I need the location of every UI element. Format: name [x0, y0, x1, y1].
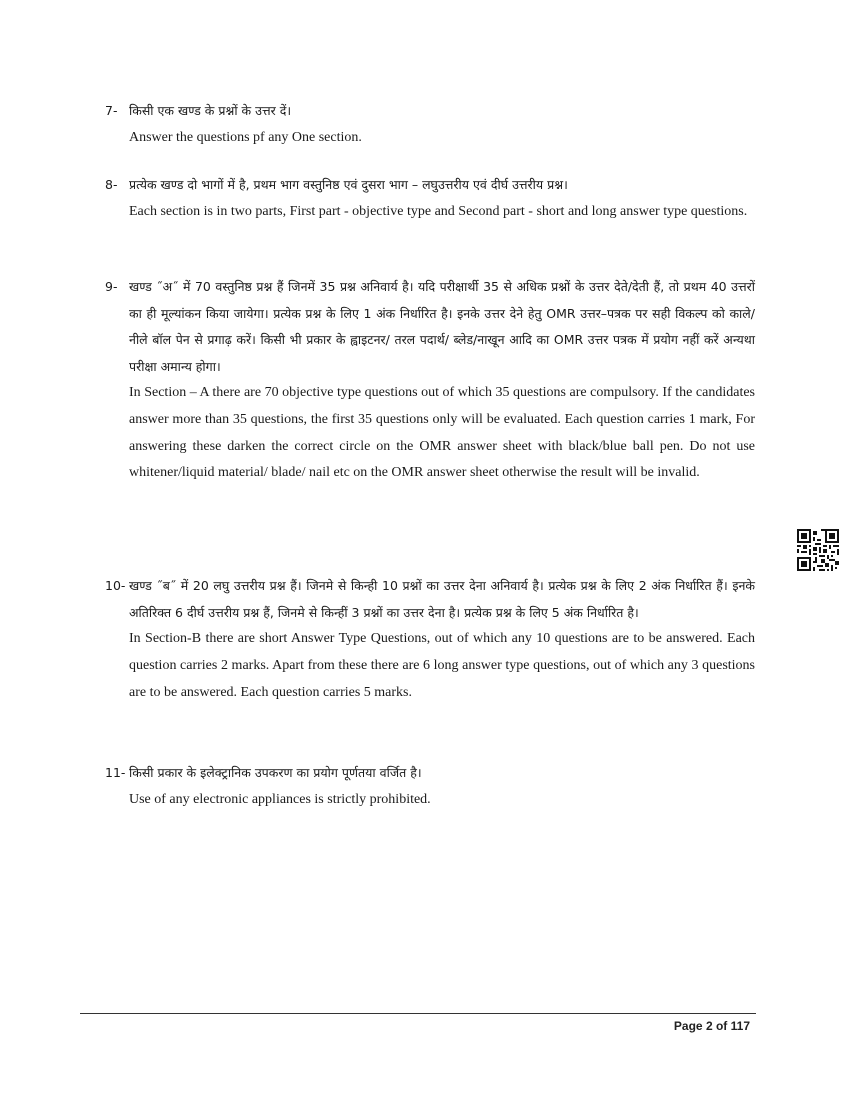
current-page: 2 [705, 1019, 713, 1033]
page-label: Page [673, 1019, 703, 1033]
instruction-7 [105, 98, 755, 151]
instruction-hindi-text: खण्ड ˝ब˝ में 20 लघु उत्तरीय प्रश्न हैं। जिनमे से किन्ही 10 प्रश्नों का उत्तर देना अनिवार्य है। प्रत्येक प्रश्न के लिए 2 अंक निर्धारित हैं। इनके अतिरिक्त 6 दीर्घ उत्तरीय प्रश्न हैं, जिनमे से किन्हीं 3 प्रश्नों का उत्तर देना है। प्रत्येक प्रश्न के लिए 5 अंक निर्धारित है। [129, 578, 755, 620]
instruction-number: 10- [105, 578, 126, 593]
instruction-11 [105, 760, 755, 813]
total-pages: 117 [730, 1019, 750, 1033]
qr-code-icon [797, 529, 839, 571]
instruction-number: 7- [105, 103, 118, 118]
instruction-hindi-text: प्रत्येक खण्ड दो भागों में है, प्रथम भाग वस्तुनिष्ठ एवं दुसरा भाग – लघुउत्तरीय एवं दीर्घ उत्तरीय प्रश्न। [129, 177, 568, 192]
instruction-hindi-text: किसी एक खण्ड के प्रश्नों के उत्तर दें। [129, 103, 292, 118]
instruction-english-text: In Section-B there are short Answer Type Questions, out of which any 10 questions are to be answered. Each question carries 2 marks. Apart from these there are 6 long answer type questions, out of which any 3 questions are to be answered. Each question carries 5 marks. [129, 631, 755, 700]
instruction-english-text: Each section is in two parts, First part - objective type and Second part - short and long answer type questions. [129, 203, 748, 219]
instruction-hindi-text: किसी प्रकार के इलेक्ट्रानिक उपकरण का प्रयोग पूर्णतया वर्जित है। [129, 765, 422, 780]
instruction-english-text: Answer the questions pf any One section. [129, 129, 362, 145]
instruction-number: 11- [105, 765, 126, 780]
page-separator: of [715, 1019, 728, 1033]
instruction-8 [105, 172, 755, 225]
page-number [674, 1019, 750, 1033]
instruction-english-text: Use of any electronic appliances is strictly prohibited. [129, 791, 431, 807]
instruction-hindi-text: खण्ड ˝अ˝ में 70 वस्तुनिष्ठ प्रश्न हैं जिनमें 35 प्रश्न अनिवार्य है। यदि परीक्षार्थी 35 से अधिक प्रश्नों के उत्तर देते/देती हैं, तो प्रथम 40 उत्तरों का ही मूल्यांकन किया जायेगा। प्रत्येक प्रश्न के लिए 1 अंक निर्धारित है। इनके उत्तर देने हेतु OMR उत्तर–पत्रक पर सही विकल्प को काले/नीले बॉल पेन से प्रगाढ़ करें। किसी भी प्रकार के ह्वाइटनर/ तरल पदार्थ/ ब्लेड/नाखून आदि का OMR उत्तर पत्रक में प्रयोग नहीं करें अन्यथा परीक्षा अमान्य होगा। [129, 279, 755, 374]
instruction-number: 8- [105, 177, 118, 192]
footer-divider [80, 1013, 756, 1014]
instruction-english-text: In Section – A there are 70 objective type questions out of which 35 questions are compulsory. If the candidates answer more than 35 questions, the first 35 questions only will be evaluated. Each question carries 1 mark, For answering these darken the correct circle on the OMR answer sheet with black/blue ball pen. Do not use whitener/liquid material/ blade/ nail etc on the OMR answer sheet otherwise the result will be invalid. [129, 385, 755, 481]
instruction-9 [105, 274, 755, 487]
instruction-number: 9- [105, 279, 118, 294]
instruction-10 [105, 573, 755, 706]
